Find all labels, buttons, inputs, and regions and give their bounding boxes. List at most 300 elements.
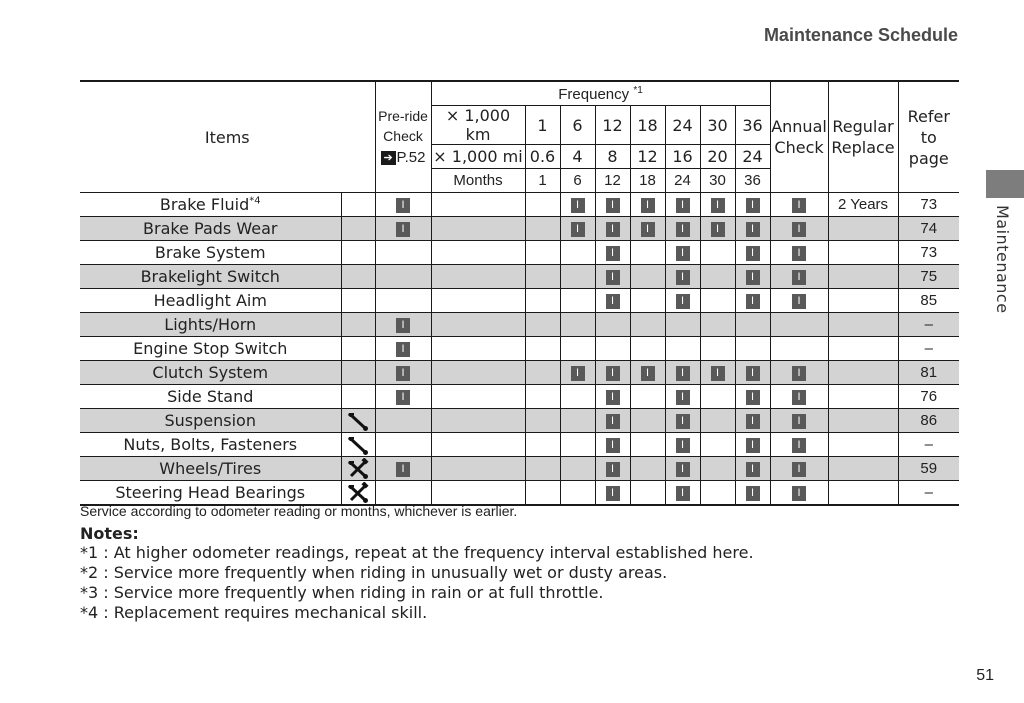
item-name: Engine Stop Switch	[133, 339, 288, 358]
preride-cell	[375, 193, 431, 217]
inspect-mark: I	[396, 318, 410, 333]
notes-title: Notes:	[80, 524, 139, 543]
frequency-cell	[665, 217, 700, 241]
frequency-cell	[700, 337, 735, 361]
item-name: Clutch System	[152, 363, 269, 382]
table-row	[80, 265, 959, 289]
preride-page-ref[interactable]	[381, 148, 426, 168]
frequency-cell	[700, 361, 735, 385]
preride-cell	[375, 409, 431, 433]
maintenance-schedule-table	[80, 80, 959, 506]
frequency-cell	[525, 313, 560, 337]
frequency-cell	[735, 433, 770, 457]
item-name-cell	[80, 265, 341, 289]
frequency-cell	[700, 385, 735, 409]
regular-replace-cell	[828, 217, 898, 241]
frequency-cell	[630, 361, 665, 385]
frequency-cell	[560, 265, 595, 289]
frequency-cell	[560, 481, 595, 506]
page-number: 51	[976, 667, 994, 684]
inspect-mark: I	[396, 342, 410, 357]
frequency-cell	[560, 241, 595, 265]
tool-cell	[341, 433, 375, 457]
item-name-cell	[80, 289, 341, 313]
regular-replace-cell	[828, 313, 898, 337]
inspect-mark: I	[396, 462, 410, 477]
inspect-mark: I	[792, 198, 806, 213]
inspect-mark: I	[676, 222, 690, 237]
item-name: Nuts, Bolts, Fasteners	[123, 435, 298, 454]
item-name: Side Stand	[167, 387, 254, 406]
months-interval-value: 12	[595, 169, 630, 193]
inspect-mark: I	[792, 222, 806, 237]
tool-cell	[341, 217, 375, 241]
frequency-cell	[665, 361, 700, 385]
table-row	[80, 289, 959, 313]
frequency-cell	[630, 217, 665, 241]
frequency-cell	[665, 481, 700, 506]
item-name-cell	[80, 313, 341, 337]
frequency-cell	[630, 241, 665, 265]
inspect-mark: I	[792, 366, 806, 381]
tool-cell	[341, 265, 375, 289]
months-interval-value: 18	[630, 169, 665, 193]
km-interval-value: 30	[700, 106, 735, 145]
tool-cell	[341, 457, 375, 481]
frequency-cell	[560, 337, 595, 361]
frequency-cell	[595, 409, 630, 433]
frequency-cell	[560, 193, 595, 217]
frequency-cell	[665, 457, 700, 481]
crossed-tools-icon	[342, 482, 375, 504]
frequency-cell	[560, 313, 595, 337]
mi-unit-label: × 1,000 mi	[431, 145, 525, 169]
frequency-cell	[735, 385, 770, 409]
frequency-cell	[525, 289, 560, 313]
table-row	[80, 361, 959, 385]
tool-cell	[341, 193, 375, 217]
frequency-cell	[665, 313, 700, 337]
frequency-cell	[735, 481, 770, 506]
annual-check-cell	[770, 385, 828, 409]
inspect-mark: I	[792, 438, 806, 453]
refer-page-cell[interactable]: 76	[898, 385, 959, 409]
annual-check-cell	[770, 193, 828, 217]
frequency-cell	[595, 361, 630, 385]
inspect-mark: I	[571, 366, 585, 381]
table-row	[80, 193, 959, 217]
inspect-mark: I	[606, 390, 620, 405]
table-row	[80, 385, 959, 409]
frequency-cell	[700, 265, 735, 289]
table-row	[80, 241, 959, 265]
regular-replace-cell	[828, 481, 898, 506]
item-name-cell	[80, 409, 341, 433]
refer-page-cell[interactable]: 73	[898, 193, 959, 217]
frequency-cell	[560, 409, 595, 433]
frequency-cell	[525, 409, 560, 433]
frequency-cell	[595, 481, 630, 506]
frequency-cell	[700, 409, 735, 433]
unit-spacer-cell	[431, 313, 525, 337]
inspect-mark: I	[606, 222, 620, 237]
inspect-mark: I	[711, 198, 725, 213]
inspect-mark: I	[746, 486, 760, 501]
unit-spacer-cell	[431, 241, 525, 265]
preride-cell	[375, 337, 431, 361]
unit-spacer-cell	[431, 409, 525, 433]
inspect-mark: I	[676, 414, 690, 429]
frequency-cell	[525, 385, 560, 409]
frequency-cell	[595, 457, 630, 481]
regular-replace-cell	[828, 433, 898, 457]
inspect-mark: I	[606, 366, 620, 381]
frequency-cell	[595, 289, 630, 313]
item-name-cell	[80, 241, 341, 265]
regular-replace-cell: 2 Years	[828, 193, 898, 217]
frequency-cell	[735, 457, 770, 481]
frequency-label: Frequency	[558, 85, 630, 103]
inspect-mark: I	[792, 486, 806, 501]
inspect-mark: I	[676, 438, 690, 453]
km-interval-value: 6	[560, 106, 595, 145]
inspect-mark: I	[792, 294, 806, 309]
frequency-cell	[665, 409, 700, 433]
frequency-cell	[525, 433, 560, 457]
frequency-cell	[630, 289, 665, 313]
section-tab-marker	[986, 170, 1024, 198]
inspect-mark: I	[792, 270, 806, 285]
regular-replace-header	[828, 81, 898, 193]
wrench-icon	[342, 410, 375, 432]
inspect-mark: I	[746, 438, 760, 453]
refer-page-cell[interactable]: –	[898, 313, 959, 337]
frequency-cell	[525, 457, 560, 481]
refer-page-cell[interactable]: 73	[898, 241, 959, 265]
inspect-mark: I	[606, 462, 620, 477]
items-header: Items	[80, 81, 375, 193]
frequency-cell	[595, 217, 630, 241]
item-name: Headlight Aim	[153, 291, 267, 310]
frequency-cell	[700, 217, 735, 241]
inspect-mark: I	[792, 462, 806, 477]
frequency-cell	[735, 337, 770, 361]
refer-line2: to	[920, 127, 937, 147]
arrow-right-icon: ➔	[381, 151, 396, 165]
tool-cell	[341, 313, 375, 337]
table-row	[80, 313, 959, 337]
replace-line2: Replace	[831, 138, 895, 157]
item-name: Steering Head Bearings	[115, 483, 306, 502]
mi-interval-value: 8	[595, 145, 630, 169]
refer-line1: Refer	[907, 106, 950, 126]
preride-label-line2: Check	[383, 128, 423, 144]
tool-cell	[341, 481, 375, 506]
inspect-mark: I	[641, 198, 655, 213]
page-title: Maintenance Schedule	[763, 25, 958, 45]
item-name-cell	[80, 193, 341, 217]
mi-interval-value: 24	[735, 145, 770, 169]
table-row	[80, 409, 959, 433]
inspect-mark: I	[641, 222, 655, 237]
crossed-tools-icon	[342, 458, 375, 480]
frequency-cell	[700, 241, 735, 265]
item-name: Suspension	[164, 411, 256, 430]
frequency-cell	[735, 217, 770, 241]
item-name: Wheels/Tires	[159, 459, 262, 478]
note-item: *1 : At higher odometer readings, repeat at the frequency interval established here.	[80, 543, 754, 562]
inspect-mark: I	[606, 294, 620, 309]
frequency-cell	[595, 433, 630, 457]
preride-label-line1: Pre-ride	[378, 108, 428, 124]
annual-check-cell	[770, 409, 828, 433]
table-row	[80, 433, 959, 457]
mi-interval-value: 0.6	[525, 145, 560, 169]
preride-cell	[375, 313, 431, 337]
frequency-cell	[560, 217, 595, 241]
inspect-mark: I	[676, 246, 690, 261]
regular-replace-cell	[828, 265, 898, 289]
frequency-cell	[630, 313, 665, 337]
note-item: *4 : Replacement requires mechanical skill.	[80, 603, 428, 622]
refer-page-cell[interactable]: 74	[898, 217, 959, 241]
frequency-cell	[525, 241, 560, 265]
inspect-mark: I	[676, 390, 690, 405]
mi-interval-value: 4	[560, 145, 595, 169]
frequency-cell	[735, 241, 770, 265]
frequency-cell	[560, 433, 595, 457]
preride-cell	[375, 361, 431, 385]
refer-page-cell[interactable]: –	[898, 337, 959, 361]
regular-replace-cell	[828, 457, 898, 481]
preride-cell	[375, 385, 431, 409]
annual-check-cell	[770, 265, 828, 289]
frequency-cell	[630, 409, 665, 433]
inspect-mark: I	[746, 462, 760, 477]
frequency-cell	[735, 193, 770, 217]
frequency-cell	[700, 193, 735, 217]
frequency-cell	[700, 289, 735, 313]
tool-cell	[341, 361, 375, 385]
inspect-mark: I	[746, 198, 760, 213]
km-interval-value: 36	[735, 106, 770, 145]
inspect-mark: I	[396, 366, 410, 381]
refer-page-cell[interactable]: –	[898, 481, 959, 506]
note-item: *3 : Service more frequently when riding in rain or at full throttle.	[80, 583, 604, 602]
annual-check-cell	[770, 313, 828, 337]
frequency-cell	[525, 337, 560, 361]
inspect-mark: I	[396, 222, 410, 237]
inspect-mark: I	[396, 198, 410, 213]
notes-list	[80, 543, 754, 623]
refer-page-cell[interactable]: –	[898, 433, 959, 457]
inspect-mark: I	[746, 246, 760, 261]
regular-replace-cell	[828, 361, 898, 385]
replace-line1: Regular	[832, 117, 894, 136]
section-tab-label: Maintenance	[993, 205, 1012, 314]
inspect-mark: I	[746, 414, 760, 429]
frequency-header	[431, 81, 770, 106]
preride-page-ref-text: P.52	[396, 149, 426, 166]
frequency-cell	[630, 385, 665, 409]
mi-interval-value: 16	[665, 145, 700, 169]
frequency-cell	[595, 313, 630, 337]
inspect-mark: I	[676, 198, 690, 213]
inspect-mark: I	[606, 486, 620, 501]
table-row	[80, 217, 959, 241]
service-note: Service according to odometer reading or months, whichever is earlier.	[80, 503, 518, 519]
unit-spacer-cell	[431, 433, 525, 457]
preride-cell	[375, 433, 431, 457]
unit-spacer-cell	[431, 193, 525, 217]
preride-cell	[375, 241, 431, 265]
frequency-cell	[630, 457, 665, 481]
months-unit-label: Months	[431, 169, 525, 193]
inspect-mark: I	[746, 366, 760, 381]
frequency-cell	[525, 361, 560, 385]
inspect-mark: I	[571, 222, 585, 237]
frequency-cell	[560, 361, 595, 385]
inspect-mark: I	[746, 270, 760, 285]
unit-spacer-cell	[431, 457, 525, 481]
frequency-cell	[735, 289, 770, 313]
frequency-cell	[700, 313, 735, 337]
months-interval-value: 24	[665, 169, 700, 193]
tool-cell	[341, 289, 375, 313]
inspect-mark: I	[792, 414, 806, 429]
inspect-mark: I	[792, 246, 806, 261]
inspect-mark: I	[711, 366, 725, 381]
frequency-cell	[525, 217, 560, 241]
inspect-mark: I	[676, 366, 690, 381]
frequency-cell	[735, 313, 770, 337]
inspect-mark: I	[606, 438, 620, 453]
frequency-cell	[595, 385, 630, 409]
tool-cell	[341, 241, 375, 265]
inspect-mark: I	[606, 198, 620, 213]
mi-interval-value: 20	[700, 145, 735, 169]
months-interval-value: 1	[525, 169, 560, 193]
preride-cell	[375, 289, 431, 313]
frequency-cell	[525, 481, 560, 506]
frequency-cell	[525, 265, 560, 289]
item-name: Brake Pads Wear	[143, 219, 278, 238]
item-name: Brake System	[154, 243, 266, 262]
months-interval-value: 36	[735, 169, 770, 193]
km-unit-label: × 1,000 km	[431, 106, 525, 145]
inspect-mark: I	[606, 414, 620, 429]
frequency-cell	[665, 265, 700, 289]
frequency-cell	[630, 337, 665, 361]
item-name-cell	[80, 337, 341, 361]
regular-replace-cell	[828, 289, 898, 313]
frequency-cell	[700, 457, 735, 481]
km-interval-value: 1	[525, 106, 560, 145]
frequency-cell	[525, 193, 560, 217]
unit-spacer-cell	[431, 481, 525, 506]
km-interval-value: 18	[630, 106, 665, 145]
item-name: Lights/Horn	[164, 315, 257, 334]
frequency-cell	[595, 337, 630, 361]
inspect-mark: I	[746, 294, 760, 309]
item-name-cell	[80, 481, 341, 506]
km-interval-value: 12	[595, 106, 630, 145]
unit-spacer-cell	[431, 337, 525, 361]
frequency-cell	[665, 433, 700, 457]
refer-line3: page	[908, 148, 949, 168]
unit-spacer-cell	[431, 289, 525, 313]
tool-cell	[341, 337, 375, 361]
regular-replace-cell	[828, 337, 898, 361]
item-name-cell	[80, 457, 341, 481]
annual-check-cell	[770, 361, 828, 385]
inspect-mark: I	[676, 486, 690, 501]
inspect-mark: I	[792, 390, 806, 405]
frequency-cell	[630, 265, 665, 289]
refer-page-cell[interactable]: 81	[898, 361, 959, 385]
annual-check-cell	[770, 217, 828, 241]
refer-page-cell[interactable]: 59	[898, 457, 959, 481]
frequency-cell	[630, 481, 665, 506]
refer-to-page-header	[898, 81, 959, 193]
inspect-mark: I	[746, 390, 760, 405]
frequency-footnote-ref: *1	[633, 84, 643, 96]
inspect-mark: I	[676, 294, 690, 309]
tool-cell	[341, 409, 375, 433]
table-row	[80, 337, 959, 361]
annual-line1: Annual	[771, 117, 827, 136]
frequency-cell	[700, 433, 735, 457]
item-name-cell	[80, 385, 341, 409]
frequency-cell	[630, 193, 665, 217]
inspect-mark: I	[571, 198, 585, 213]
inspect-mark: I	[676, 462, 690, 477]
frequency-cell	[595, 265, 630, 289]
refer-page-cell[interactable]: 75	[898, 265, 959, 289]
months-interval-value: 6	[560, 169, 595, 193]
inspect-mark: I	[606, 246, 620, 261]
frequency-cell	[700, 481, 735, 506]
frequency-cell	[665, 337, 700, 361]
preride-cell	[375, 217, 431, 241]
frequency-cell	[560, 385, 595, 409]
mi-interval-value: 12	[630, 145, 665, 169]
unit-spacer-cell	[431, 217, 525, 241]
item-name: Brake Fluid	[159, 195, 250, 214]
frequency-cell	[665, 385, 700, 409]
preride-cell	[375, 265, 431, 289]
item-name: Brakelight Switch	[140, 267, 280, 286]
unit-spacer-cell	[431, 385, 525, 409]
frequency-cell	[665, 241, 700, 265]
table-row	[80, 481, 959, 506]
item-footnote-ref: *4	[249, 195, 261, 207]
regular-replace-cell	[828, 409, 898, 433]
inspect-mark: I	[641, 366, 655, 381]
annual-check-cell	[770, 337, 828, 361]
item-name-cell	[80, 217, 341, 241]
frequency-cell	[560, 457, 595, 481]
annual-check-header	[770, 81, 828, 193]
unit-spacer-cell	[431, 361, 525, 385]
inspect-mark: I	[396, 390, 410, 405]
regular-replace-cell	[828, 241, 898, 265]
wrench-icon	[342, 434, 375, 456]
frequency-cell	[560, 289, 595, 313]
annual-check-cell	[770, 481, 828, 506]
refer-page-cell[interactable]: 86	[898, 409, 959, 433]
refer-page-cell[interactable]: 85	[898, 289, 959, 313]
